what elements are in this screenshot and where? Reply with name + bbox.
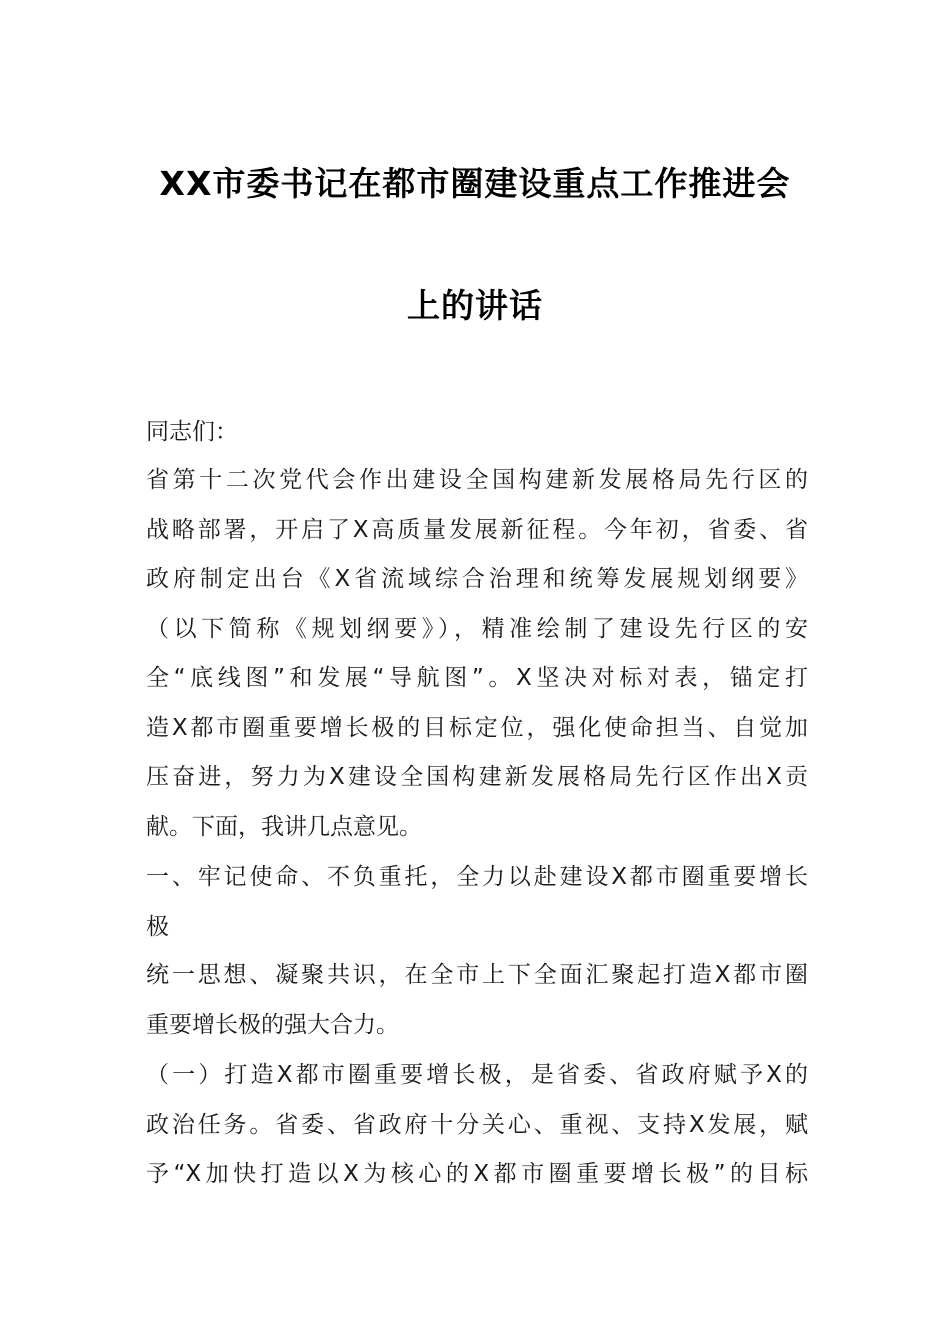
paragraph-line: 省第十二次党代会作出建设全国构建新发展格局先行区的 xyxy=(146,467,808,493)
section-heading-1 xyxy=(146,853,808,952)
paragraph-2 xyxy=(146,951,808,1050)
paragraph-line: （以下简称《规划纲要》），精准绘制了建设先行区的安 xyxy=(146,615,808,642)
paragraph-line: 全“底线图”和发展“导航图”。X坚决对标对表，锚定打 xyxy=(146,665,808,691)
paragraph-line: 统一思想、凝聚共识，在全市上下全面汇聚起打造X都市圈 xyxy=(146,962,808,988)
paragraph-line: 战略部署，开启了X高质量发展新征程。今年初，省委、省 xyxy=(146,516,808,543)
paragraph-line: 政治任务。省委、省政府十分关心、重视、支持X发展，赋 xyxy=(146,1111,808,1138)
salutation xyxy=(146,408,808,458)
paragraph-line: 重要增长极的强大合力。 xyxy=(146,1011,399,1038)
document-title-line-2: 上的讲话 xyxy=(407,286,543,325)
paragraph-1 xyxy=(146,456,808,852)
paragraph-line: 压奋进，努力为X建设全国构建新发展格局先行区作出X贡 xyxy=(146,764,808,790)
paragraph-3 xyxy=(146,1051,808,1200)
document-title-line-1: XX市委书记在都市圈建设重点工作推进会 xyxy=(159,164,791,203)
paragraph-line: 政府制定出台《X省流域综合治理和统筹发展规划纲要》 xyxy=(146,566,808,592)
paragraph-line: 予“X加快打造以X为核心的X都市圈重要增长极”的目标 xyxy=(146,1161,808,1187)
heading-line: 极 xyxy=(146,913,169,940)
paragraph-line: 造X都市圈重要增长极的目标定位，强化使命担当、自觉加 xyxy=(146,714,808,741)
salutation-text: 同志们： xyxy=(146,419,238,445)
paragraph-line: （一）打造X都市圈重要增长极，是省委、省政府赋予X的 xyxy=(146,1062,808,1088)
paragraph-line: 献。下面，我讲几点意见。 xyxy=(146,813,422,840)
heading-line: 一、牢记使命、不负重托，全力以赴建设X都市圈重要增长 xyxy=(146,864,808,890)
